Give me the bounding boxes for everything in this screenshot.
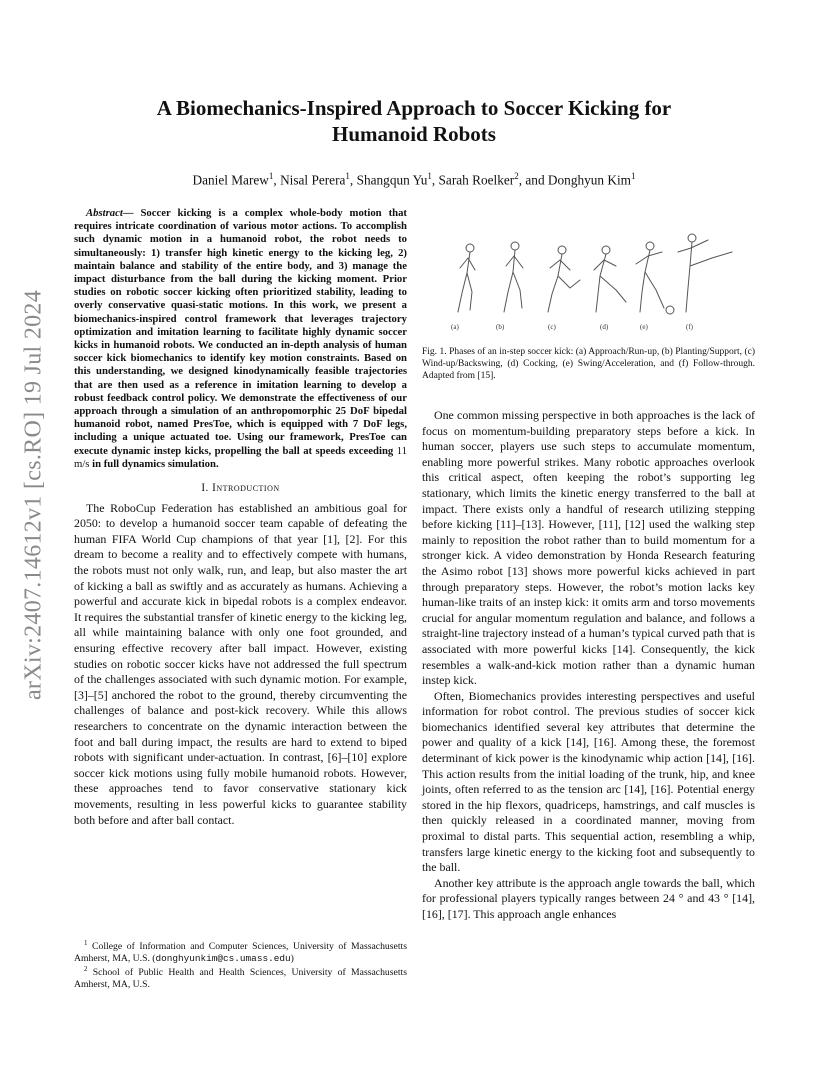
body-paragraph: Often, Biomechanics provides interesting perspectives and useful information for robot control. The previous studies of soccer kick biomechanics identified several key attributes that determine the power and quality of a kick [14], [16]. Among these, the foremost determinant of kick power is the kinodynamic whip action [14], [16]. This action results from the initial loading of the trunk, hip, and knee joints, often referred to as the tension arc [14], [16]. Potential energy stored in the hip flexors, quadriceps, hamstrings, and calf muscles is then quickly released in a coordinated manner, moving from proximal to distal parts. This sequential action, resembling a whip, transfers large kinetic energy to the kicking foot and subsequently to the ball. xyxy=(422,688,755,875)
figure-silhouette-e xyxy=(636,242,674,314)
author: Shangqun Yu xyxy=(356,172,428,188)
figure-label: (e) xyxy=(640,323,648,331)
figure-label: (c) xyxy=(548,323,556,331)
abstract-body: Soccer kicking is a complex whole-body motion that requires intricate coordination of various motor actions. To accomplish such dynamic motion in a humanoid robot, the robot needs to simultaneously: 1) transfer high kinetic energy to the kicking leg, 2) maintain balance and stability of the entire body, and 3) manage the impact disturbance from the ball during the kicking moment. Prior studies on robotic soccer kicking often prioritized stability, leading to overly conservative quasi-static motions. In this work, we present a biomechanics-inspired control framework that leverages trajectory optimization and imitation learning to facilitate highly dynamic soccer kicks in humanoid robots. We conducted an in-depth analysis of human soccer kick biomechanics to identify key motion constraints. Based on this understanding, we designed kinodynamically feasible trajectories that are then used as a reference in imitation learning to develop a robust feedback control policy. We demonstrate the effectiveness of our approach through a simulation of an anthropomorphic 25 DoF bipedal humanoid robot, named PresToe, which is equipped with 7 DoF legs, including a unique actuated toe. Using our framework, PresToe can execute dynamic instep kicks, propelling the ball at speeds exceeding xyxy=(74,207,407,457)
footnote-2: $^2$ School of Public Health and Health Sciences, University of Massachusetts Amherst, MA, U.S. xyxy=(74,965,407,991)
arxiv-watermark xyxy=(14,289,54,701)
body-paragraph: One common missing perspective in both approaches is the lack of focus on momentum-building preparatory steps before a kick. In human soccer, players use such steps to accumulate momentum, enabling more powerful strikes. Many robotic approaches overlook this critical aspect, often keeping the robot’s supporting leg stationary, which limits the kinetic energy transferred to the ball at impact. There exists only a handful of research utilizing stepping before kicking [11]–[13]. However, [11], [12] used the walking step mainly to reposition the robot rather than to build momentum for a stronger kick. A video demonstration by Honda Research featuring the Asimo robot [13] shows more powerful kicks achieved in part through preparatory steps. However, the robot’s motion lacks key human-like traits of an instep kick: it omits arm and torso movements crucial for angular momentum regulation and balance, and follows a straight-line trajectory instead of a human’s typical curved path that is associated with more powerful kicks [14]. Consequently, the kick resembles a walk-and-kick motion rather than a dynamic human instep kick. xyxy=(422,408,755,688)
footnotes xyxy=(74,938,407,991)
kick-phases-figure xyxy=(440,228,738,332)
figure-silhouette-d xyxy=(594,246,626,312)
author: Sarah Roelker xyxy=(438,172,515,188)
author-conjunction: and xyxy=(525,172,545,188)
figure-silhouette-f xyxy=(678,234,732,312)
author-email: donghyunkim@cs.umass.edu xyxy=(155,952,291,964)
paper-title: A Biomechanics-Inspired Approach to Soccer Kicking for Humanoid Robots xyxy=(156,96,672,146)
figure-label: (f) xyxy=(686,323,693,331)
author-list: Daniel Marew$^1$, Nisal Perera$^1$, Shangqun Yu$^1$, Sarah Roelker$^2$, and Donghyun Kim$^1$ xyxy=(192,171,636,188)
body-paragraph: Another key attribute is the approach angle towards the ball, which for professional players typically ranges between 24 ° and 43 ° [14], [16], [17]. This approach angle enhances xyxy=(422,875,755,921)
footnote-1: $^1$ College of Information and Computer Sciences, University of Massachusetts Amherst, MA, U.S. (donghyunkim@cs.umass.edu) xyxy=(74,939,407,964)
section-heading: I. Introduction xyxy=(201,482,280,495)
author: Daniel Marew xyxy=(192,172,269,188)
arxiv-id: arXiv:2407.14612v1 [cs.RO] 19 Jul 2024 xyxy=(20,289,47,701)
right-column xyxy=(422,408,755,923)
left-column xyxy=(74,207,407,828)
figure-label: (d) xyxy=(600,323,609,331)
figure-label: (a) xyxy=(451,323,459,331)
figure-silhouette-b xyxy=(504,242,523,312)
author: Donghyun Kim xyxy=(547,172,632,188)
abstract-speed: 11 m/s xyxy=(74,444,407,470)
author: Nisal Perera xyxy=(280,172,346,188)
figure-caption: Fig. 1. Phases of an in-step soccer kick: (a) Approach/Run-up, (b) Planting/Support, (c) Wind-up/Backswing, (d) Cocking, (e) Swing/Acceleration, and (f) Follow-through. Adapted from [15]. xyxy=(422,347,755,381)
figure-silhouette-a xyxy=(458,244,475,312)
figure-label: (b) xyxy=(496,323,505,331)
intro-paragraph: The RoboCup Federation has established an ambitious goal for 2050: to develop a humanoid soccer team capable of defeating the human FIFA World Cup champions of that year [1], [2]. For this dream to become a reality and to effectively compete with humans, the robots must not only walk, run, and leap, but also master the art of kicking a ball as swiftly and as accurately as humans. Achieving a powerful and accurate kick in bipedal robots is a complex endeavor. It requires the substantial transfer of kinetic energy to the kicking leg, all while maintaining balance with only one foot grounded, and ensuring effective recovery after ball impact. However, existing studies on robotic soccer kicks have not addressed the full spectrum of the challenges associated with such dynamic motion. For example, [3]–[5] anchored the robot to the ground, thereby circumventing the challenges of balance and post-kick recovery. While this allows researchers to concentrate on the dynamic interaction between the foot and ball during impact, the results are hard to extend to biped robots with significant under-actuation. In contrast, [6]–[10] explore soccer kick motions using fully mobile humanoid robots. However, these approaches tend to favor conservative stationary kick movements, resulting in less powerful kicks to guarantee stability both before and after ball contact. xyxy=(74,500,407,827)
abstract-lead: Abstract— xyxy=(86,207,134,219)
abstract-tail: in full dynamics simulation. xyxy=(89,457,219,470)
figure-silhouette-c xyxy=(548,246,580,312)
abstract xyxy=(74,207,407,471)
